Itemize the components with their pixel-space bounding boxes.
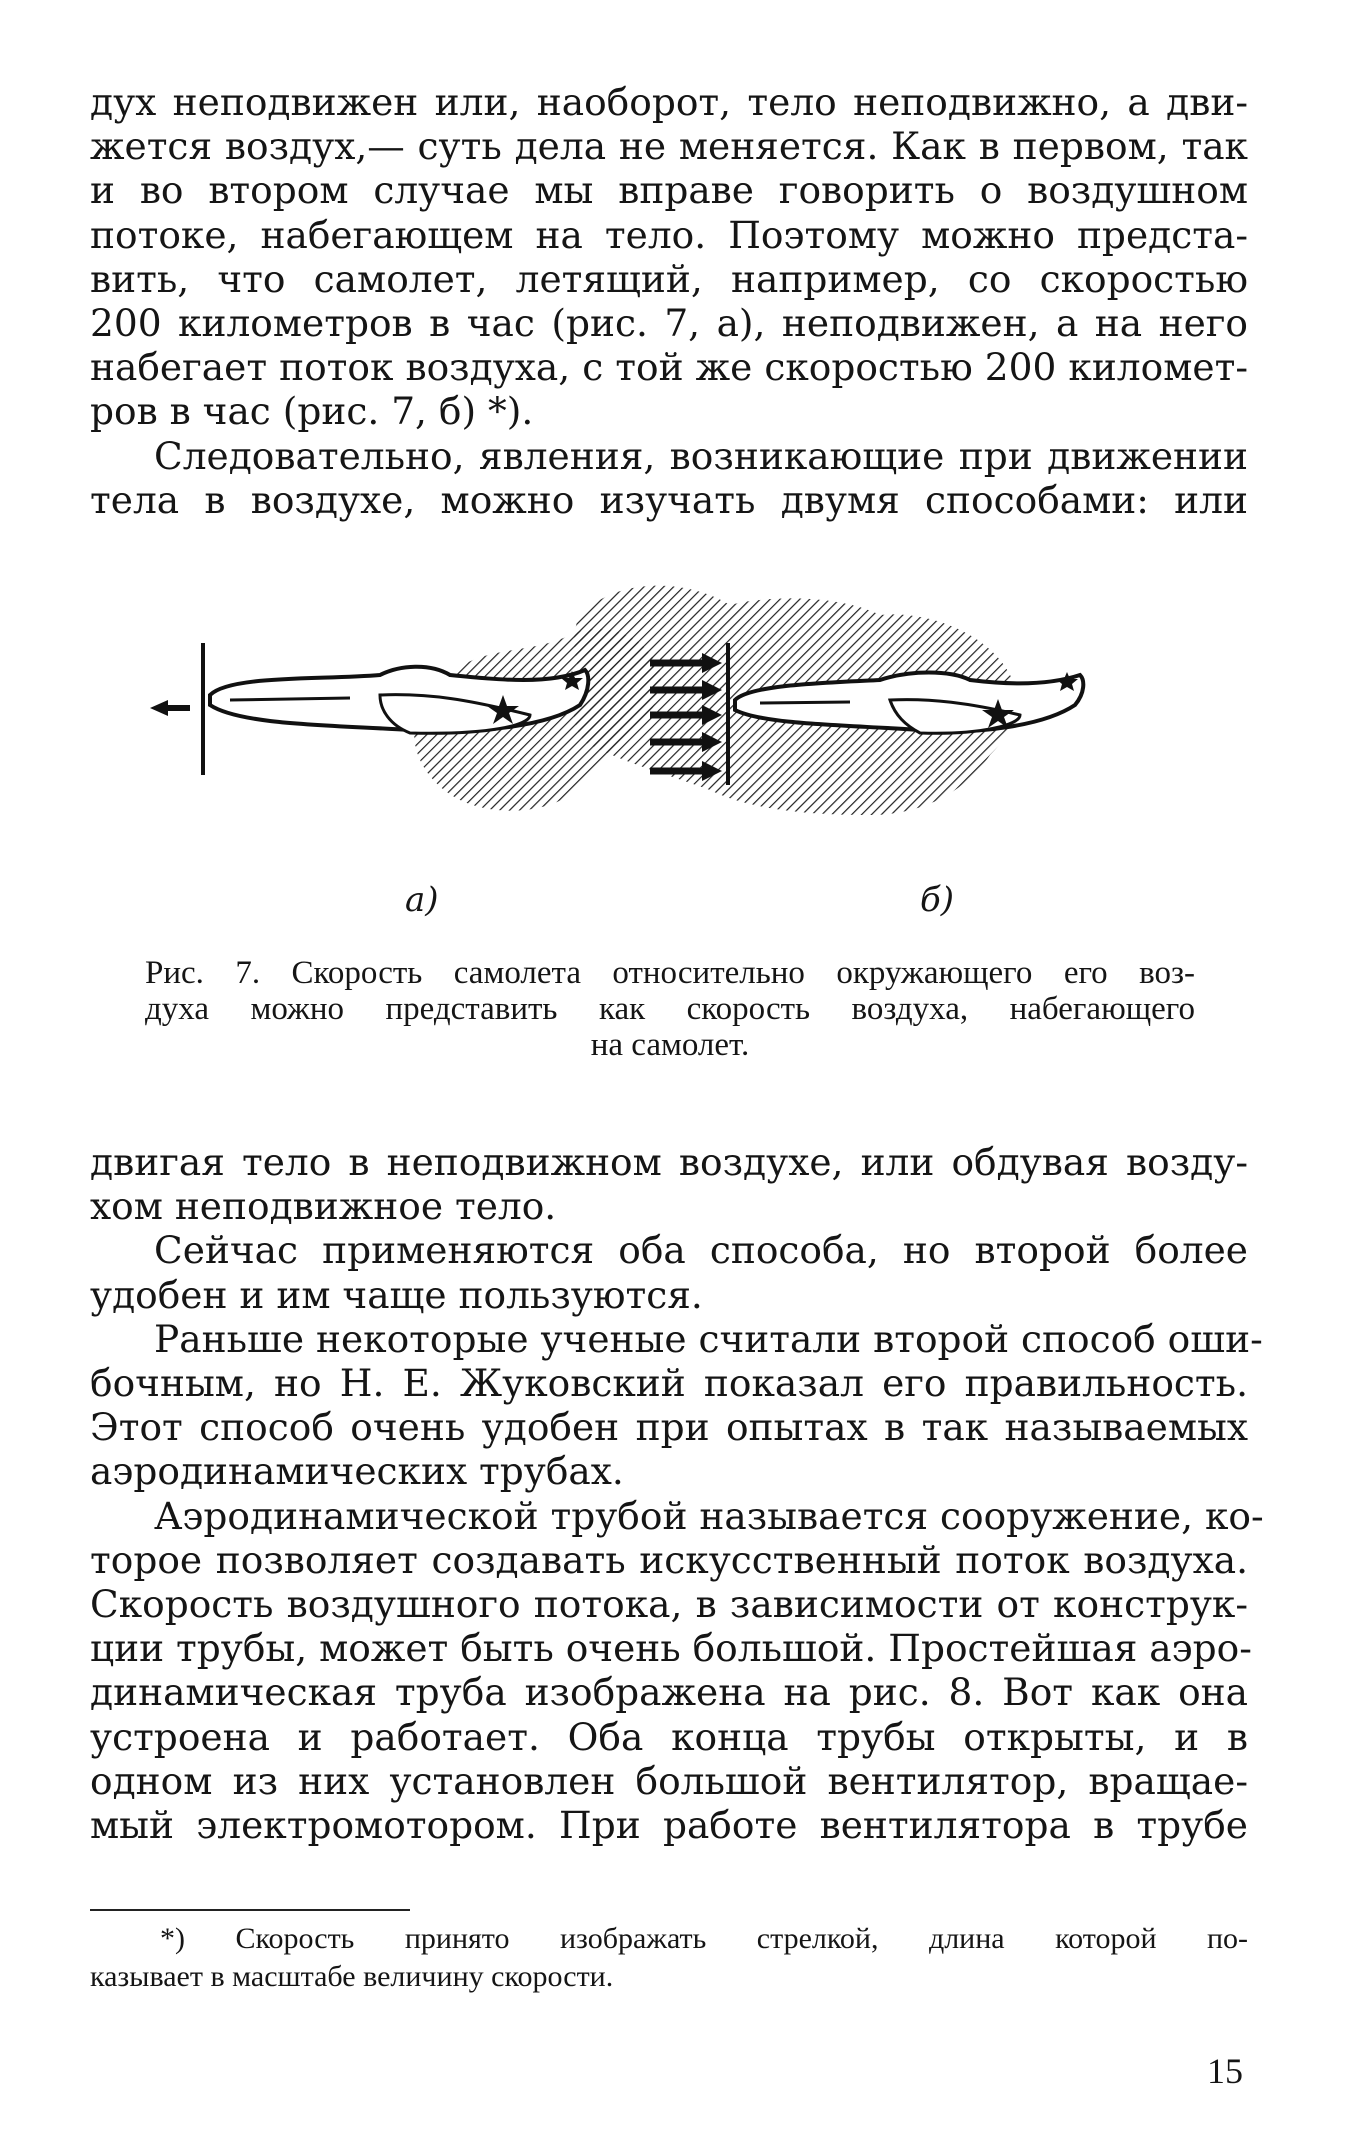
left-arrow xyxy=(150,700,190,716)
text-line: Скорость воздушного потока, в зависимости от конструк- xyxy=(90,1582,1248,1627)
text-line: тела в воздухе, можно изучать двумя способами: или xyxy=(90,477,1248,522)
bottom-text-block xyxy=(90,1140,1264,1848)
text-line: устроена и работает. Оба конца трубы открыты, и в xyxy=(90,1714,1248,1759)
caption-line: на самолет. xyxy=(590,1027,750,1063)
text-line: дух неподвижен или, наоборот, тело неподвижно, а дви- xyxy=(90,80,1248,124)
text-line: динамическая труба изображена на рис. 8. Вот как она xyxy=(90,1670,1248,1715)
figure-label-a: а) xyxy=(405,880,439,920)
text-line: торое позволяет создавать искусственный поток воздуха. xyxy=(90,1537,1248,1582)
footnote xyxy=(90,1920,1248,1996)
footnote-divider xyxy=(90,1909,410,1911)
figure-label-b: б) xyxy=(920,880,955,920)
text-line: хом неподвижное тело. xyxy=(90,1184,557,1229)
text-line: ров в час (рис. 7, б) *). xyxy=(90,389,534,434)
text-line: 200 километров в час (рис. 7, а), неподвижен, а на него xyxy=(90,301,1248,346)
text-line: Следовательно, явления, возникающие при движении xyxy=(154,433,1248,478)
text-line: Этот способ очень удобен при опытах в так называемых xyxy=(90,1405,1248,1450)
caption-line: Рис. 7. Скорость самолета относительно окружающего его воз- xyxy=(145,955,1195,991)
text-line: Раньше некоторые ученые считали второй способ оши- xyxy=(154,1316,1263,1361)
figure-caption xyxy=(145,955,1195,1063)
text-line: Сейчас применяются оба способа, но второй более xyxy=(154,1228,1248,1273)
text-line: аэродинамических трубах. xyxy=(90,1449,624,1494)
text-line: ции трубы, может быть очень большой. Простейшая аэро- xyxy=(90,1626,1252,1671)
top-text-block xyxy=(90,80,1248,522)
text-line: мый электромотором. При работе вентилятора в трубе xyxy=(90,1803,1248,1848)
caption-line: духа можно представить как скорость воздуха, набегающего xyxy=(145,991,1195,1027)
page-number: 15 xyxy=(1207,2051,1243,2091)
text-line: двигая тело в неподвижном воздухе, или обдувая возду- xyxy=(90,1140,1248,1184)
figure-illustration xyxy=(150,575,1200,875)
text-line: бочным, но Н. Е. Жуковский показал его правильность. xyxy=(90,1361,1248,1406)
text-line: набегает поток воздуха, с той же скоростью 200 километ- xyxy=(90,345,1248,390)
footnote-line: *) Скорость принято изображать стрелкой, длина которой по- xyxy=(160,1922,1248,1955)
text-line: вить, что самолет, летящий, например, со скоростью xyxy=(90,256,1248,301)
text-line: одном из них установлен большой вентилятор, вращае- xyxy=(90,1758,1248,1803)
footnote-line: казывает в масштабе величину скорости. xyxy=(90,1960,614,1993)
text-line: Аэродинамической трубой называется сооружение, ко- xyxy=(154,1493,1264,1538)
text-line: удобен и им чаще пользуются. xyxy=(90,1272,703,1317)
figure-7 xyxy=(150,575,1200,935)
text-line: и во втором случае мы вправе говорить о воздушном xyxy=(90,168,1248,213)
text-line: потоке, набегающем на тело. Поэтому можно предста- xyxy=(90,212,1248,257)
text-line: жется воздух,— суть дела не меняется. Как в первом, так xyxy=(90,124,1248,169)
